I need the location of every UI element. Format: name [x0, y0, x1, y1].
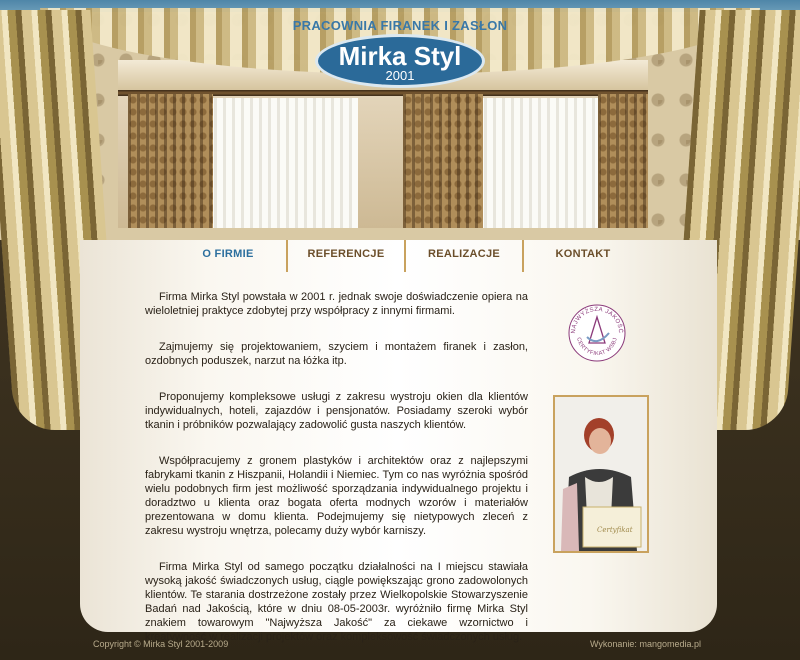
paragraph: Firma Mirka Styl od samego początku działalności na I miejscu stawiała wysoką jakość świadczonych usług, ciągle powiększając grono zadowolonych klientów. Te starania dostrzeżone zostały przez Wielkopolskie Stowarzyszenie Badań nad Jakością, które w dniu 08-05-2003r. wyróżniło firmę Mirka Styl znakiem towarowym "Najwyższa Jakość" za ciekawe wzornictwo i kreatywność w realizacji projektów oraz kompleksowość świadczonych usług. — [145, 561, 528, 643]
paragraph: Zajmujemy się projektowaniem, szyciem i montażem firanek i zasłon, ozdobnych poduszek, narzut na łóżka itp. — [145, 341, 528, 367]
patterned-drape — [403, 94, 483, 228]
about-text — [145, 290, 528, 660]
badge-icon — [567, 303, 627, 363]
nav-item-referencje[interactable]: REFERENCJE — [288, 240, 406, 272]
sheer-curtain — [478, 98, 598, 228]
logo-oval — [315, 34, 485, 88]
site-logo[interactable] — [290, 12, 510, 82]
badge-top-text: NAJWYŻSZA JAKOŚĆ — [570, 306, 624, 334]
main-nav — [170, 240, 642, 272]
owner-portrait — [553, 395, 649, 553]
sheer-curtain — [208, 98, 358, 228]
nav-item-realizacje[interactable]: REALIZACJE — [406, 240, 524, 272]
logo-tagline: PRACOWNIA FIRANEK I ZASŁON — [292, 18, 508, 33]
footer-credit — [590, 639, 701, 649]
paragraph: Proponujemy kompleksowe usługi z zakresu wystroju okien dla klientów indywidualnych, hoteli, zajazdów i pensjonatów. Posiadamy szeroki wybór tkanin i próbników pozwalający zadowolić gusta naszych klientów. — [145, 391, 528, 431]
patterned-drape — [128, 94, 213, 228]
badge-bottom-text: CERTYFIKAT WSBJ — [575, 336, 619, 358]
logo-year: 2001 — [385, 68, 415, 83]
portrait-image — [555, 397, 647, 551]
paragraph: Firma Mirka Styl powstała w 2001 r. jednak swoje doświadczenie opiera na wieloletniej praktyce zdobytej przy współpracy z innymi firmami. — [145, 291, 528, 317]
quality-badge — [567, 303, 627, 363]
logo-name: Mirka Styl — [338, 41, 462, 71]
patterned-drape — [598, 94, 648, 228]
footer-copyright: Copyright © Mirka Styl 2001-2009 — [93, 639, 229, 649]
certificate-text: Certyfikat — [597, 526, 633, 534]
nav-item-o-firmie[interactable]: O FIRMIE — [170, 240, 288, 272]
paragraph: Współpracujemy z gronem plastyków i architektów oraz z najlepszymi fabrykami tkanin z Hiszpanii, Holandii i Niemiec. Tym co nas wyróżnia spośród wielu podobnych firm jest możliwość sporządzania indywidualnego projektu i doradztwo u klienta oraz bogata oferta modnych wzorów i materiałów prezentowana w domu klienta. Podejmujemy się nietypowych zleceń z zakresu wystroju wnętrza, polecamy duży wybór karniszy. — [145, 455, 528, 537]
nav-item-kontakt[interactable]: KONTAKT — [555, 248, 611, 260]
footer-credit-link[interactable]: mangomedia.pl — [639, 639, 701, 649]
footer-credit-label: Wykonanie: — [589, 639, 637, 649]
